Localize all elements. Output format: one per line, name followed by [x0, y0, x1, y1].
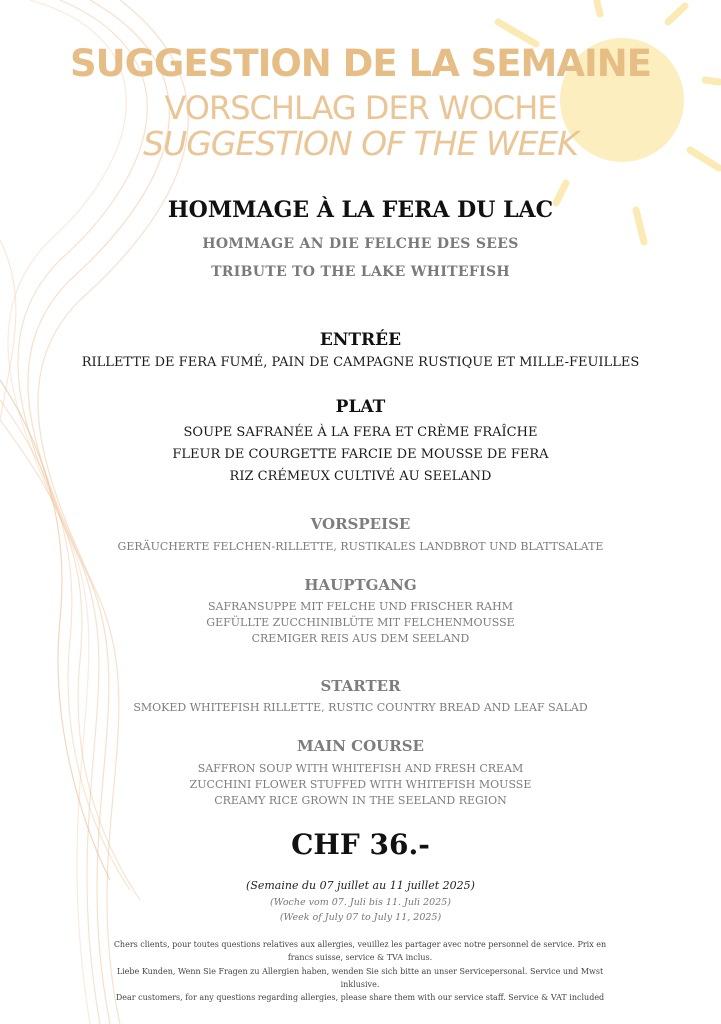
dish-title-french: HOMMAGE À LA FERA DU LAC — [167, 197, 554, 223]
main-course-item-1: SAFFRON SOUP WITH WHITEFISH AND FRESH CREAM — [197, 762, 524, 775]
entree-item: RILLETTE DE FERA FUMÉ, PAIN DE CAMPAGNE RUSTIQUE ET MILLE-FEUILLES — [81, 355, 640, 370]
plat-item-2: FLEUR DE COURGETTE FARCIE DE MOUSSE DE FERA — [172, 447, 549, 462]
price: CHF 36.- — [291, 828, 430, 861]
allergy-note-french: Chers clients, pour toutes questions relatives aux allergies, veuillez les partager avec notre personnel de service. Prix en francs suisse, service & TVA inclus. — [113, 940, 607, 962]
week-dates-french: (Semaine du 07 juillet au 11 juillet 2025) — [246, 879, 475, 892]
week-dates-english: (Week of July 07 to July 11, 2025) — [279, 912, 442, 923]
main-course-item-2: ZUCCHINI FLOWER STUFFED WITH WHITEFISH MOUSSE — [189, 778, 532, 791]
hauptgang-item-3: CREMIGER REIS AUS DEM SEELAND — [251, 632, 470, 645]
hauptgang-item-1: SAFRANSUPPE MIT FELCHE UND FRISCHER RAHM — [208, 600, 513, 613]
allergy-note-german: Liebe Kunden, Wenn Sie Fragen zu Allergien haben, wenden Sie sich bitte an unser Servicepersonal. Service und Mwst inklusive. — [116, 967, 604, 989]
section-vorspeise-label: VORSPEISE — [310, 515, 411, 533]
section-plat-label: PLAT — [335, 397, 386, 417]
section-hauptgang-label: HAUPTGANG — [304, 576, 417, 594]
heading-german: VORSCHLAG DER WOCHE — [164, 89, 557, 127]
starter-item: SMOKED WHITEFISH RILLETTE, RUSTIC COUNTRY BREAD AND LEAF SALAD — [133, 701, 588, 714]
vorspeise-item: GERÄUCHERTE FELCHEN-RILLETTE, RUSTIKALES LANDBROT UND BLATTSALATE — [117, 540, 604, 553]
section-entree-label: ENTRÉE — [319, 330, 402, 350]
main-course-item-3: CREAMY RICE GROWN IN THE SEELAND REGION — [214, 794, 507, 807]
dish-title-english: TRIBUTE TO THE LAKE WHITEFISH — [211, 264, 510, 280]
hauptgang-item-2: GEFÜLLTE ZUCCHINIBLÜTE MIT FELCHENMOUSSE — [206, 616, 515, 629]
section-main-course-label: MAIN COURSE — [296, 737, 424, 755]
plat-item-1: SOUPE SAFRANÉE À LA FERA ET CRÈME FRAÎCHE — [183, 425, 538, 440]
dish-title-german: HOMMAGE AN DIE FELCHE DES SEES — [202, 236, 519, 252]
allergy-note-english: Dear customers, for any questions regarding allergies, please share them with our service staff. Service & VAT included — [115, 993, 605, 1002]
heading-french: SUGGESTION DE LA SEMAINE — [69, 42, 651, 85]
section-starter-label: STARTER — [320, 677, 401, 695]
plat-item-3: RIZ CRÉMEUX CULTIVÉ AU SEELAND — [229, 469, 492, 484]
heading-english: SUGGESTION OF THE WEEK — [143, 124, 578, 163]
week-dates-german: (Woche vom 07. Juli bis 11. Juli 2025) — [270, 897, 451, 908]
